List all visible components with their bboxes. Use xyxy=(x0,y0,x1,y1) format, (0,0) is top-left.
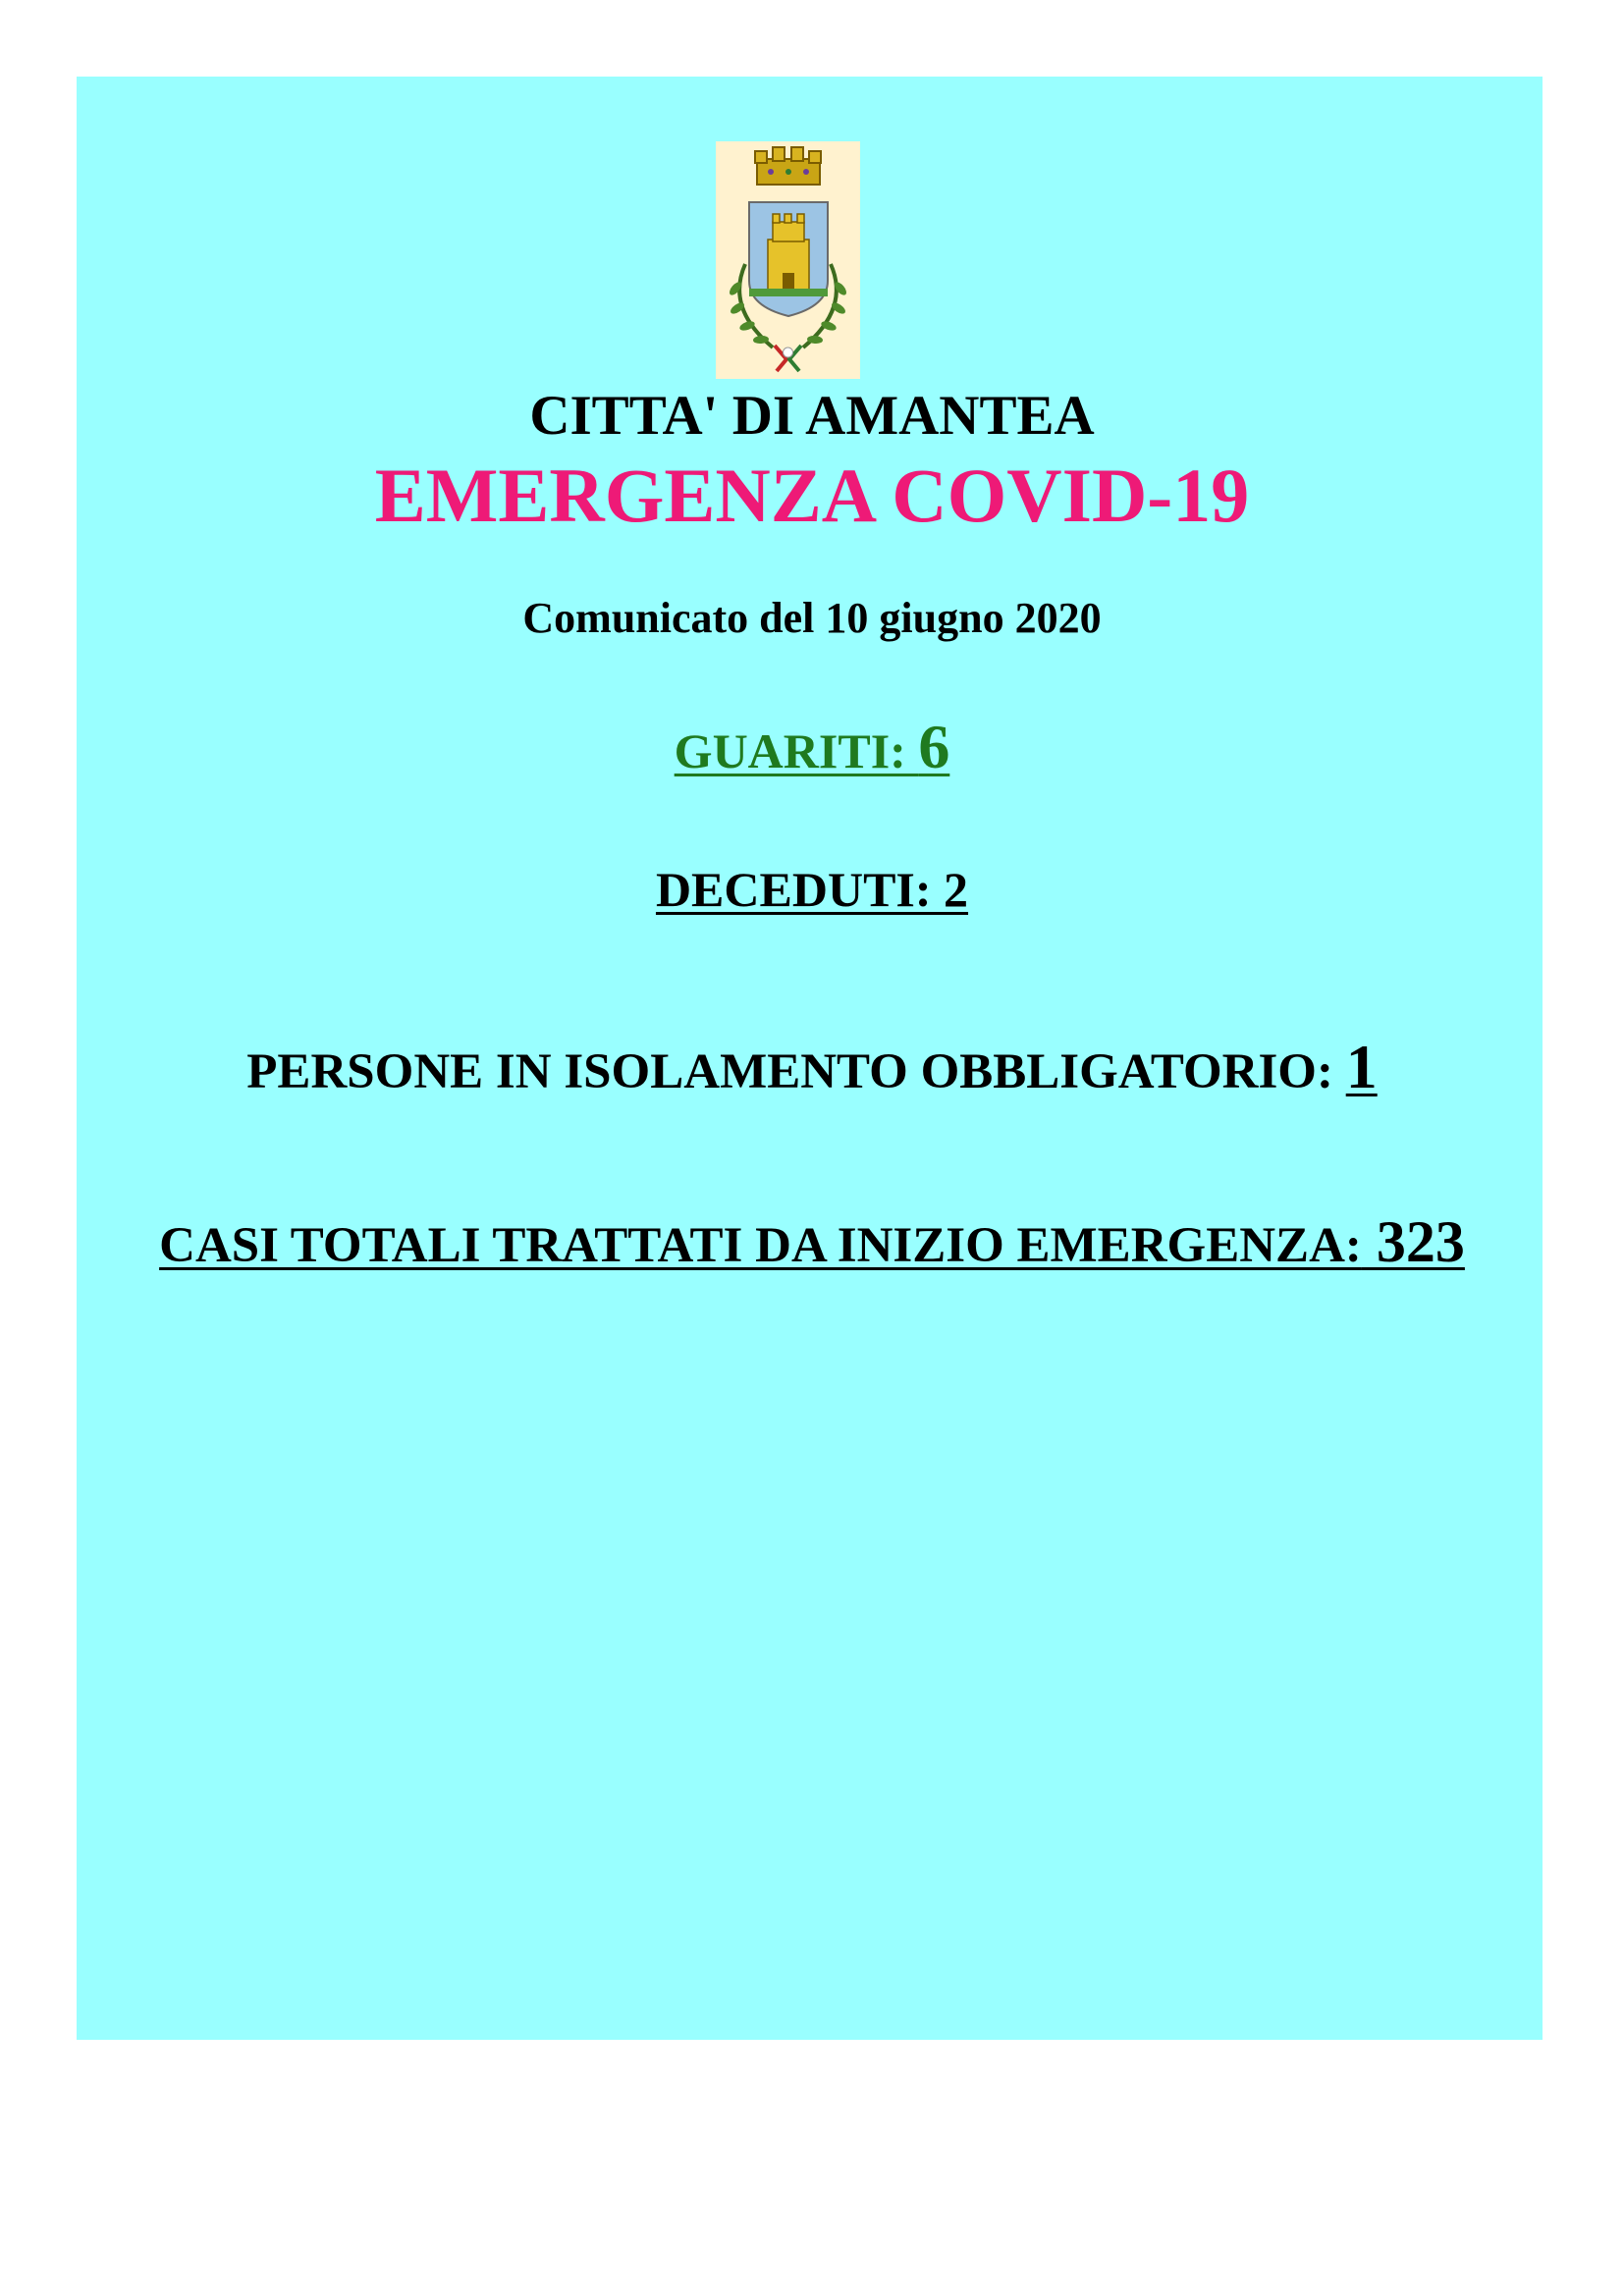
recovered-stat xyxy=(0,711,1624,787)
total-cases-stat xyxy=(0,1205,1624,1282)
coat-of-arms-icon xyxy=(716,141,860,379)
deceased-stat xyxy=(0,860,1624,919)
deceased-label: DECEDUTI: 2 xyxy=(655,862,969,917)
recovered-value: 6 xyxy=(918,712,950,781)
isolation-label: PERSONE IN ISOLAMENTO OBBLIGATORIO: xyxy=(246,1044,1346,1099)
total-cases-value: 323 xyxy=(1361,1209,1465,1274)
page-title: EMERGENZA COVID-19 xyxy=(374,453,1250,538)
communique-date: Comunicato del 10 giugno 2020 xyxy=(522,594,1102,642)
isolation-value: 1 xyxy=(1345,1032,1378,1101)
isolation-stat xyxy=(0,1031,1624,1108)
recovered-label: GUARITI: xyxy=(674,723,919,778)
total-cases-label: CASI TOTALI TRATTATI DA INIZIO EMERGENZA: xyxy=(159,1218,1362,1273)
city-name: CITTA' DI AMANTEA xyxy=(529,385,1095,447)
